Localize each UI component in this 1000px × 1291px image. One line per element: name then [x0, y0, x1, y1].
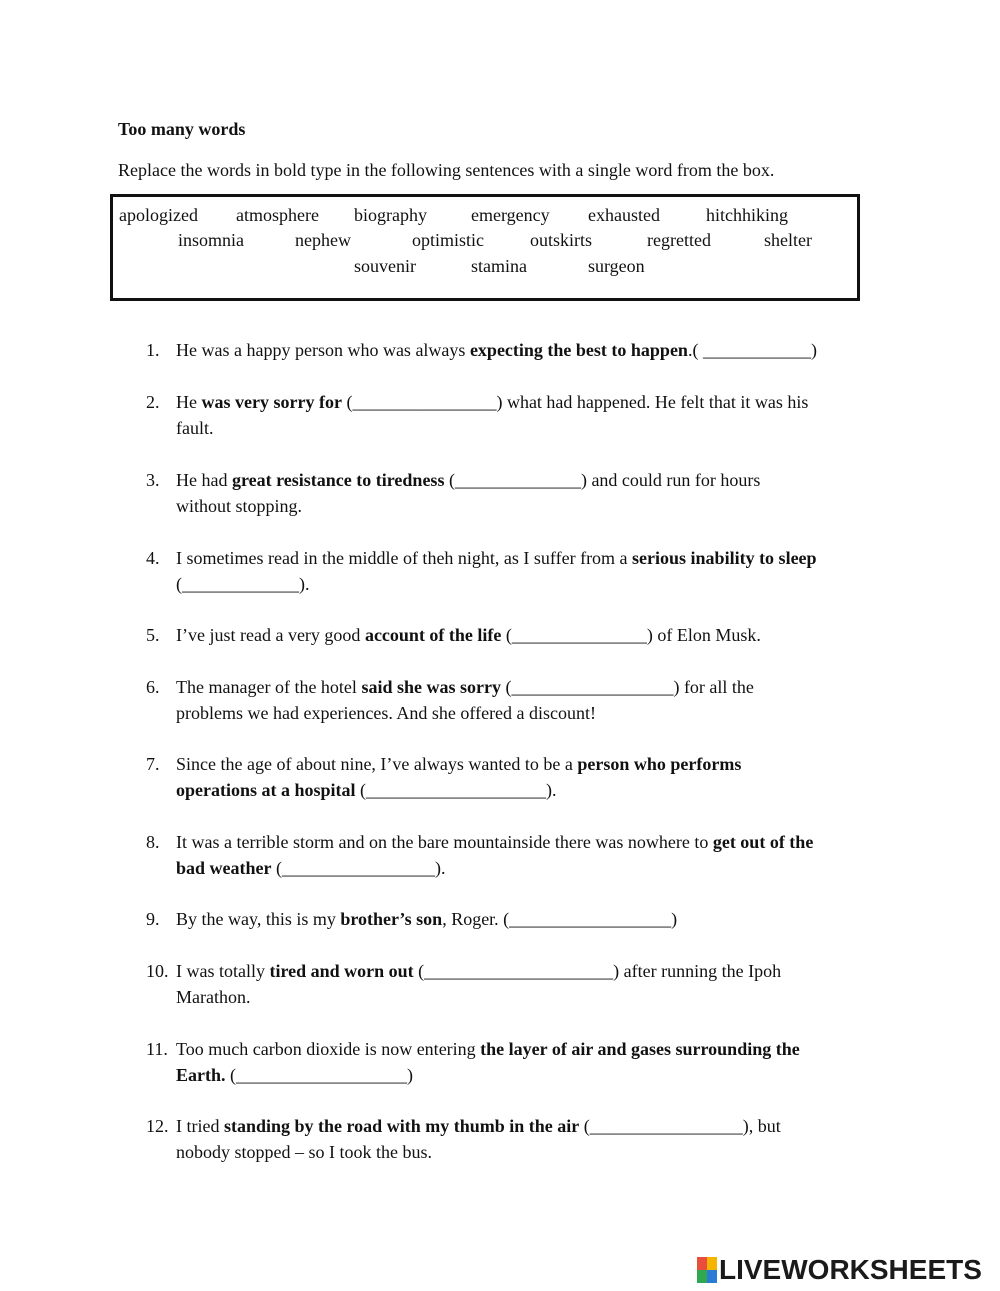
- question-text: The manager of the hotel: [176, 677, 362, 697]
- question-text: By the way, this is my: [176, 909, 341, 929]
- bold-phrase: said she was sorry: [361, 677, 501, 697]
- answer-blank[interactable]: (_____________).: [176, 574, 310, 594]
- answer-blank[interactable]: (_______________) of Elon Musk.: [501, 625, 761, 645]
- question-number: 2.: [146, 392, 160, 412]
- answer-blank[interactable]: (_____________________) after running the Ipoh: [413, 961, 782, 981]
- word-box-word: souvenir: [354, 256, 416, 276]
- question-text: I was totally: [176, 961, 270, 981]
- question-text-continued: nobody stopped – so I took the bus.: [176, 1142, 432, 1162]
- word-box-word: insomnia: [178, 230, 244, 250]
- bold-phrase: serious inability to sleep: [632, 548, 817, 568]
- bold-phrase: person who performs: [577, 754, 742, 774]
- word-box-word: emergency: [471, 205, 550, 225]
- question-number: 1.: [146, 340, 160, 360]
- bold-phrase: great resistance to tiredness: [231, 470, 445, 490]
- liveworksheets-logo: [697, 1253, 982, 1287]
- question-text: Since the age of about nine, I’ve always wanted to be a: [176, 754, 578, 774]
- question-number: 6.: [146, 677, 160, 697]
- bold-phrase-continued: bad weather: [176, 858, 272, 878]
- bold-phrase: expecting the best to happen: [469, 340, 688, 360]
- bold-phrase-continued: Earth.: [176, 1065, 226, 1085]
- question-number: 5.: [146, 625, 160, 645]
- question-text: I’ve just read a very good: [176, 625, 365, 645]
- question-text: It was a terrible storm and on the bare mountainside there was nowhere to: [176, 832, 713, 852]
- word-box-word: atmosphere: [236, 205, 319, 225]
- question-number: 7.: [146, 754, 160, 774]
- worksheet-title: Too many words: [118, 119, 246, 139]
- question-text-continued: problems we had experiences. And she offered a discount!: [176, 703, 597, 723]
- question-text-continued: Marathon.: [176, 987, 251, 1007]
- instruction-text: Replace the words in bold type in the following sentences with a single word from the box.: [118, 160, 775, 180]
- word-box-word: outskirts: [530, 230, 593, 250]
- answer-blank[interactable]: (____________________).: [355, 780, 557, 800]
- question-number: 4.: [146, 548, 160, 568]
- word-box-word: apologized: [119, 205, 198, 225]
- logo-icon: [697, 1257, 717, 1283]
- question-number: 12.: [146, 1116, 169, 1136]
- question-text: I tried: [176, 1116, 224, 1136]
- question-text: He was a happy person who was always: [176, 340, 470, 360]
- question-number: 9.: [146, 909, 160, 929]
- word-box-word: nephew: [295, 230, 351, 250]
- bold-phrase: account of the life: [364, 625, 502, 645]
- question-number: 10.: [146, 961, 169, 981]
- answer-blank[interactable]: (______________) and could run for hours: [444, 470, 761, 490]
- question-text: Too much carbon dioxide is now entering: [176, 1039, 481, 1059]
- word-box-word: biography: [354, 205, 427, 225]
- question-text: He had: [176, 470, 232, 490]
- question-text-continued: without stopping.: [176, 496, 303, 516]
- answer-blank[interactable]: .( ____________): [687, 340, 817, 360]
- question-number: 3.: [146, 470, 160, 490]
- word-box-word: hitchhiking: [706, 205, 788, 225]
- question-text: He: [176, 392, 202, 412]
- question-text: I sometimes read in the middle of theh night, as I suffer from a: [176, 548, 633, 568]
- bold-phrase: was very sorry for: [201, 392, 342, 412]
- word-box-word: exhausted: [588, 205, 660, 225]
- word-box-word: shelter: [764, 230, 812, 250]
- answer-blank[interactable]: (_________________), but: [579, 1116, 781, 1136]
- word-box: [110, 194, 860, 301]
- bold-phrase: the layer of air and gases surrounding the: [480, 1039, 800, 1059]
- answer-blank[interactable]: (_________________).: [271, 858, 446, 878]
- logo-text: LIVEWORKSHEETS: [719, 1254, 982, 1285]
- bold-phrase: brother’s son: [340, 909, 443, 929]
- word-box-word: optimistic: [412, 230, 484, 250]
- answer-blank[interactable]: (___________________): [225, 1065, 413, 1085]
- bold-phrase: tired and worn out: [269, 961, 414, 981]
- word-box-word: surgeon: [588, 256, 645, 276]
- question-number: 11.: [146, 1039, 168, 1059]
- question-text-continued: fault.: [176, 418, 214, 438]
- answer-blank[interactable]: (________________) what had happened. He felt that it was his: [341, 392, 809, 412]
- bold-phrase-continued: operations at a hospital: [176, 780, 356, 800]
- word-box-word: stamina: [471, 256, 527, 276]
- bold-phrase: standing by the road with my thumb in the air: [223, 1116, 580, 1136]
- bold-phrase: get out of the: [712, 832, 814, 852]
- answer-blank[interactable]: , Roger. (__________________): [442, 909, 678, 929]
- question-number: 8.: [146, 832, 160, 852]
- word-box-word: regretted: [647, 230, 711, 250]
- answer-blank[interactable]: (__________________) for all the: [500, 677, 754, 697]
